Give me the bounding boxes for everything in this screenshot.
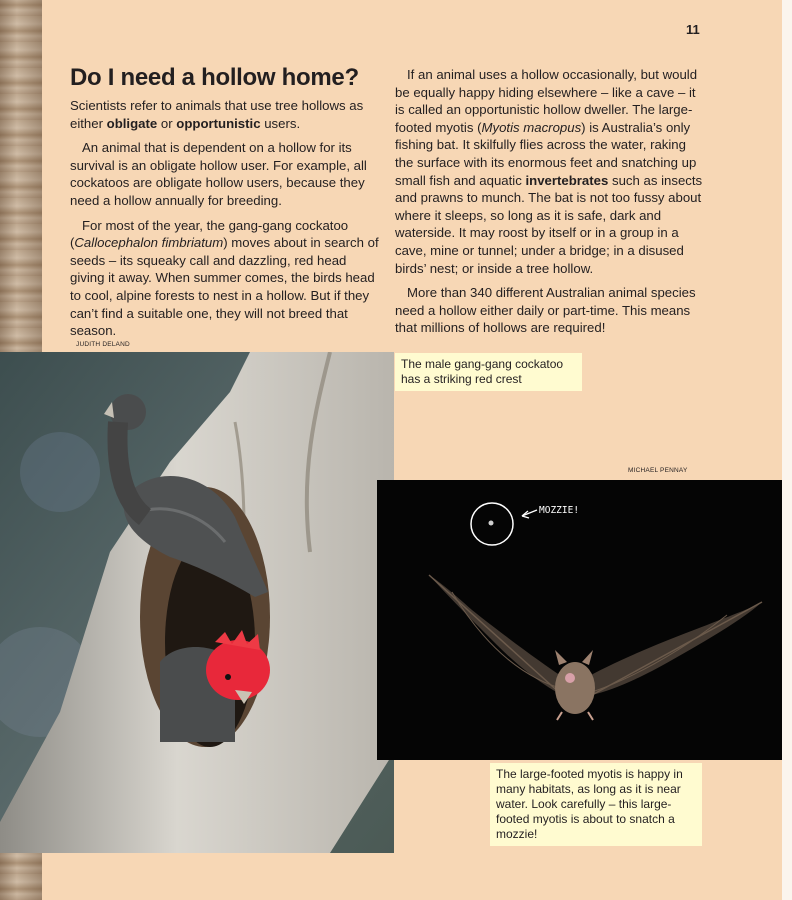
- scientific-name: Callocephalon fimbriatum: [74, 235, 224, 251]
- text-run: users.: [260, 115, 301, 131]
- bat-photo-credit: MICHAEL PENNAY: [628, 467, 688, 474]
- cockatoo-photo-credit: JUDITH DELAND: [76, 341, 130, 348]
- cockatoo-paragraph: [70, 217, 382, 340]
- intro-paragraph: [70, 97, 382, 132]
- cockatoo-photo: [0, 352, 394, 853]
- species-count-paragraph: More than 340 different Australian animal species need a hollow either daily or part-time. This means that millions of hollows are required!: [395, 285, 696, 336]
- scientific-name: Myotis macropus: [481, 119, 582, 135]
- cockatoo-caption: The male gang-gang cockatoo has a striking red crest: [395, 353, 582, 391]
- text-run: Scientists refer to animals that use tree hollows as either: [70, 98, 364, 131]
- obligate-paragraph: An animal that is dependent on a hollow for its survival is an obligate hollow user. For example, all cockatoos are obligate hollow users, because they need a hollow annually for breeding.: [70, 140, 367, 208]
- term-invertebrates: invertebrates: [525, 172, 609, 188]
- section-heading: Do I need a hollow home?: [70, 64, 359, 91]
- opportunistic-paragraph: [395, 66, 707, 277]
- right-text-column: [395, 66, 707, 344]
- text-run: ) moves about in search of seeds – its squeaky call and dazzling, red head giving it away. When summer comes, the birds head to cool, alpine forests to nest in a hollow. But if they can’t find a suitable one, they will not breed that season.: [70, 235, 379, 339]
- term-opportunistic: opportunistic: [176, 115, 261, 131]
- text-run: such as insects and prawns to munch. The bat is not too fussy about where it sleeps, so long as it is safe, dark and waterside. It may roost by itself or in a group in a cave, mine or tunnel; under a bridge; in a disused birds’ nest; or inside a tree hollow.: [395, 172, 703, 276]
- bat-photo: [377, 480, 782, 760]
- bat-caption: The large-footed myotis is happy in many habitats, as long as it is near water. Look carefully – this large-footed myotis is about to snatch a mozzie!: [490, 763, 702, 846]
- left-text-column: [70, 97, 382, 347]
- term-obligate: obligate: [106, 115, 158, 131]
- text-run: If an animal uses a hollow occasionally, but would be equally happy hiding elsewhere – like a cave – it is called an opportunistic hollow dweller. The large-footed myotis (: [395, 67, 698, 135]
- mozzie-annotation: MOZZIE!: [539, 505, 580, 516]
- text-run: For most of the year, the gang-gang cockatoo (: [70, 217, 349, 251]
- page-edge: [782, 0, 792, 900]
- text-run: or: [157, 115, 177, 131]
- page-number: 11: [686, 22, 700, 37]
- text-run: ) is Australia’s only fishing bat. It skilfully flies across the water, raking the surface with its enormous feet and snatching up small fish and aquatic: [395, 119, 697, 188]
